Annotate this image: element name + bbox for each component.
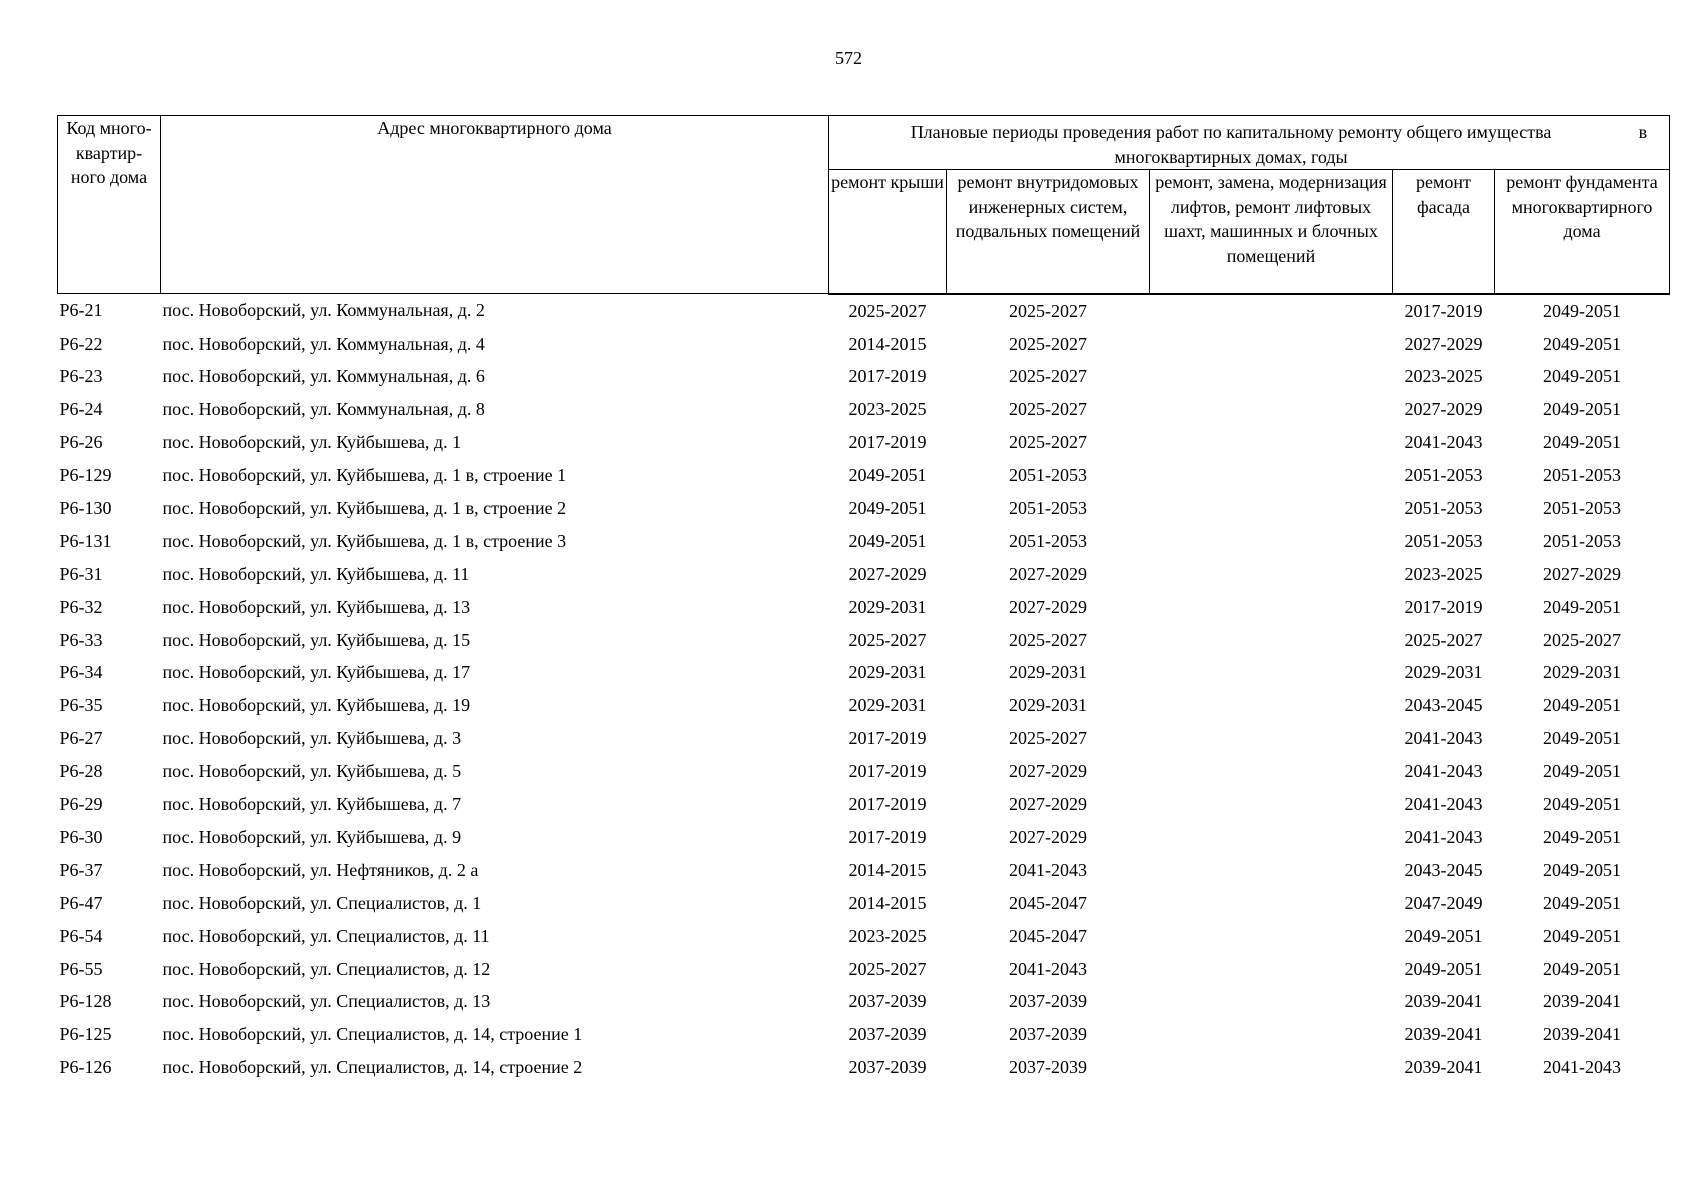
- header-code: [58, 116, 161, 294]
- cell-internal-systems: 2025-2027: [1009, 300, 1087, 321]
- cell-roof: 2037-2039: [848, 1024, 927, 1045]
- cell-roof: 2017-2019: [848, 728, 927, 749]
- cell-facade: 2029-2031: [1404, 662, 1483, 683]
- header-foundation: ремонт фундамента многоквартирного дома: [1495, 170, 1670, 294]
- cell-lifts: [1150, 360, 1393, 393]
- cell-foundation: 2049-2051: [1543, 958, 1622, 979]
- cell-foundation: 2049-2051: [1543, 695, 1622, 716]
- cell-lifts: [1150, 1051, 1393, 1084]
- cell-roof: 2027-2029: [848, 563, 927, 584]
- cell-lifts: [1150, 985, 1393, 1018]
- table-row: [58, 459, 1670, 492]
- cell-address: пос. Новоборский, ул. Специалистов, д. 13: [162, 991, 491, 1012]
- cell-foundation: 2049-2051: [1543, 892, 1622, 913]
- cell-lifts: [1150, 821, 1393, 854]
- cell-address: пос. Новоборский, ул. Специалистов, д. 12: [162, 958, 491, 979]
- table-row: [58, 821, 1670, 854]
- cell-facade: 2051-2053: [1404, 465, 1483, 486]
- cell-internal-systems: 2051-2053: [1009, 530, 1087, 551]
- table-row: [58, 919, 1670, 952]
- cell-address: пос. Новоборский, ул. Куйбышева, д. 1 в, строение 3: [162, 530, 567, 551]
- table-row: [58, 591, 1670, 624]
- cell-roof: 2049-2051: [848, 530, 927, 551]
- cell-code: Р6-29: [59, 794, 103, 815]
- cell-code: Р6-126: [59, 1057, 112, 1078]
- cell-facade: 2047-2049: [1404, 892, 1483, 913]
- table-row: [58, 623, 1670, 656]
- cell-facade: 2049-2051: [1404, 958, 1483, 979]
- page-number: 572: [835, 48, 862, 68]
- cell-code: Р6-130: [59, 498, 112, 519]
- cell-roof: 2029-2031: [848, 695, 927, 716]
- cell-address: пос. Новоборский, ул. Куйбышева, д. 19: [162, 695, 471, 716]
- table-row: [58, 492, 1670, 525]
- cell-address: пос. Новоборский, ул. Нефтяников, д. 2 а: [162, 859, 479, 880]
- cell-roof: 2037-2039: [848, 1057, 927, 1078]
- table-row: [58, 656, 1670, 689]
- cell-internal-systems: 2027-2029: [1009, 761, 1087, 782]
- table-row: [58, 294, 1670, 328]
- cell-internal-systems: 2025-2027: [1009, 366, 1087, 387]
- cell-roof: 2014-2015: [848, 892, 927, 913]
- cell-address: пос. Новоборский, ул. Специалистов, д. 14, строение 2: [162, 1057, 583, 1078]
- cell-lifts: [1150, 426, 1393, 459]
- cell-code: Р6-55: [59, 958, 103, 979]
- cell-roof: 2014-2015: [848, 333, 927, 354]
- cell-code: Р6-131: [59, 530, 112, 551]
- cell-facade: 2041-2043: [1404, 761, 1483, 782]
- cell-address: пос. Новоборский, ул. Куйбышева, д. 9: [162, 826, 462, 847]
- table-row: [58, 1018, 1670, 1051]
- cell-lifts: [1150, 722, 1393, 755]
- cell-internal-systems: 2027-2029: [1009, 596, 1087, 617]
- cell-roof: 2025-2027: [848, 958, 927, 979]
- cell-facade: 2051-2053: [1404, 498, 1483, 519]
- table-row: [58, 525, 1670, 558]
- header-lifts: ремонт, замена, модернизация лифтов, ремонт лифтовых шахт, машинных и блочных помещений: [1150, 170, 1393, 294]
- cell-code: Р6-33: [59, 629, 103, 650]
- cell-facade: 2039-2041: [1404, 991, 1483, 1012]
- cell-code: Р6-30: [59, 826, 103, 847]
- cell-foundation: 2025-2027: [1543, 629, 1622, 650]
- cell-lifts: [1150, 327, 1393, 360]
- cell-internal-systems: 2045-2047: [1009, 892, 1087, 913]
- cell-internal-systems: 2051-2053: [1009, 465, 1087, 486]
- cell-code: Р6-22: [59, 333, 103, 354]
- cell-internal-systems: 2027-2029: [1009, 563, 1087, 584]
- cell-lifts: [1150, 492, 1393, 525]
- cell-lifts: [1150, 887, 1393, 920]
- cell-foundation: 2049-2051: [1543, 399, 1622, 420]
- cell-roof: 2037-2039: [848, 991, 927, 1012]
- cell-internal-systems: 2037-2039: [1009, 991, 1087, 1012]
- cell-address: пос. Новоборский, ул. Куйбышева, д. 15: [162, 629, 471, 650]
- cell-address: пос. Новоборский, ул. Куйбышева, д. 3: [162, 728, 462, 749]
- cell-address: пос. Новоборский, ул. Коммунальная, д. 4: [162, 333, 485, 354]
- table-row: [58, 887, 1670, 920]
- table-row: [58, 722, 1670, 755]
- cell-internal-systems: 2037-2039: [1009, 1057, 1087, 1078]
- cell-facade: 2041-2043: [1404, 432, 1483, 453]
- cell-foundation: 2029-2031: [1543, 662, 1622, 683]
- cell-code: Р6-32: [59, 596, 103, 617]
- cell-foundation: 2051-2053: [1543, 465, 1622, 486]
- cell-internal-systems: 2051-2053: [1009, 498, 1087, 519]
- header-periods-trailing: в: [1638, 122, 1648, 142]
- cell-foundation: 2049-2051: [1543, 728, 1622, 749]
- cell-code: Р6-54: [59, 925, 103, 946]
- table-row: [58, 854, 1670, 887]
- cell-lifts: [1150, 393, 1393, 426]
- cell-internal-systems: 2025-2027: [1009, 333, 1087, 354]
- cell-facade: 2027-2029: [1404, 333, 1483, 354]
- cell-address: пос. Новоборский, ул. Специалистов, д. 14, строение 1: [162, 1024, 583, 1045]
- table-row: [58, 755, 1670, 788]
- cell-internal-systems: 2025-2027: [1009, 728, 1087, 749]
- cell-roof: 2023-2025: [848, 925, 927, 946]
- cell-address: пос. Новоборский, ул. Куйбышева, д. 5: [162, 761, 462, 782]
- cell-code: Р6-28: [59, 761, 103, 782]
- cell-code: Р6-129: [59, 465, 112, 486]
- cell-code: Р6-37: [59, 859, 103, 880]
- cell-code: Р6-21: [59, 300, 103, 321]
- header-periods: [829, 116, 1670, 170]
- cell-address: пос. Новоборский, ул. Куйбышева, д. 7: [162, 794, 462, 815]
- cell-facade: 2041-2043: [1404, 728, 1483, 749]
- cell-internal-systems: 2027-2029: [1009, 794, 1087, 815]
- cell-code: Р6-24: [59, 399, 103, 420]
- cell-facade: 2017-2019: [1404, 596, 1483, 617]
- header-roof: ремонт крыши: [829, 170, 947, 294]
- cell-foundation: 2049-2051: [1543, 859, 1622, 880]
- cell-internal-systems: 2027-2029: [1009, 826, 1087, 847]
- header-code-text: Код много- квартир- ного дома: [66, 118, 152, 187]
- cell-facade: 2025-2027: [1404, 629, 1483, 650]
- cell-lifts: [1150, 525, 1393, 558]
- cell-lifts: [1150, 919, 1393, 952]
- cell-foundation: 2049-2051: [1543, 925, 1622, 946]
- cell-address: пос. Новоборский, ул. Куйбышева, д. 17: [162, 662, 471, 683]
- cell-foundation: 2049-2051: [1543, 366, 1622, 387]
- cell-facade: 2039-2041: [1404, 1057, 1483, 1078]
- header-row-1: [58, 116, 1670, 170]
- cell-address: пос. Новоборский, ул. Коммунальная, д. 8: [162, 399, 485, 420]
- cell-lifts: [1150, 952, 1393, 985]
- table-row: [58, 393, 1670, 426]
- cell-roof: 2049-2051: [848, 498, 927, 519]
- cell-lifts: [1150, 689, 1393, 722]
- cell-lifts: [1150, 854, 1393, 887]
- cell-address: пос. Новоборский, ул. Куйбышева, д. 1 в, строение 2: [162, 498, 567, 519]
- cell-roof: 2017-2019: [848, 826, 927, 847]
- cell-foundation: 2027-2029: [1543, 563, 1622, 584]
- cell-code: Р6-31: [59, 563, 103, 584]
- cell-facade: 2023-2025: [1404, 366, 1483, 387]
- cell-facade: 2017-2019: [1404, 300, 1483, 321]
- cell-address: пос. Новоборский, ул. Коммунальная, д. 2: [162, 300, 485, 321]
- cell-roof: 2049-2051: [848, 465, 927, 486]
- cell-internal-systems: 2041-2043: [1009, 958, 1087, 979]
- cell-address: пос. Новоборский, ул. Куйбышева, д. 1 в, строение 1: [162, 465, 567, 486]
- cell-facade: 2041-2043: [1404, 826, 1483, 847]
- header-internal-systems: ремонт внутридомовых инженерных систем, подвальных помещений: [947, 170, 1150, 294]
- cell-lifts: [1150, 656, 1393, 689]
- table-row: [58, 426, 1670, 459]
- cell-internal-systems: 2029-2031: [1009, 662, 1087, 683]
- cell-internal-systems: 2029-2031: [1009, 695, 1087, 716]
- cell-foundation: 2049-2051: [1543, 333, 1622, 354]
- cell-roof: 2017-2019: [848, 366, 927, 387]
- cell-facade: 2041-2043: [1404, 794, 1483, 815]
- cell-lifts: [1150, 591, 1393, 624]
- cell-address: пос. Новоборский, ул. Специалистов, д. 11: [162, 925, 490, 946]
- cell-foundation: 2051-2053: [1543, 530, 1622, 551]
- cell-code: Р6-35: [59, 695, 103, 716]
- cell-foundation: 2049-2051: [1543, 794, 1622, 815]
- cell-address: пос. Новоборский, ул. Куйбышева, д. 11: [162, 563, 470, 584]
- cell-facade: 2023-2025: [1404, 563, 1483, 584]
- cell-facade: 2027-2029: [1404, 399, 1483, 420]
- cell-foundation: 2049-2051: [1543, 761, 1622, 782]
- cell-code: Р6-27: [59, 728, 103, 749]
- cell-code: Р6-26: [59, 432, 103, 453]
- cell-roof: 2017-2019: [848, 432, 927, 453]
- cell-internal-systems: 2037-2039: [1009, 1024, 1087, 1045]
- cell-address: пос. Новоборский, ул. Куйбышева, д. 1: [162, 432, 462, 453]
- table-row: [58, 952, 1670, 985]
- cell-code: Р6-128: [59, 991, 112, 1012]
- cell-roof: 2029-2031: [848, 662, 927, 683]
- header-periods-text: Плановые периоды проведения работ по капитальному ремонту общего имущества многоквартирных домах, годы: [910, 122, 1552, 167]
- table-header: [58, 116, 1670, 294]
- cell-foundation: 2049-2051: [1543, 432, 1622, 453]
- cell-lifts: [1150, 755, 1393, 788]
- table-row: [58, 689, 1670, 722]
- cell-internal-systems: 2025-2027: [1009, 629, 1087, 650]
- header-address: Адрес многоквартирного дома: [161, 116, 829, 294]
- table-row: [58, 360, 1670, 393]
- cell-code: Р6-34: [59, 662, 103, 683]
- cell-foundation: 2049-2051: [1543, 826, 1622, 847]
- cell-roof: 2017-2019: [848, 761, 927, 782]
- header-facade: ремонт фасада: [1393, 170, 1495, 294]
- cell-lifts: [1150, 623, 1393, 656]
- cell-internal-systems: 2045-2047: [1009, 925, 1087, 946]
- cell-address: пос. Новоборский, ул. Коммунальная, д. 6: [162, 366, 485, 387]
- table-row: [58, 327, 1670, 360]
- table-row: [58, 1051, 1670, 1084]
- cell-facade: 2043-2045: [1404, 695, 1483, 716]
- cell-roof: 2014-2015: [848, 859, 927, 880]
- table-row: [58, 788, 1670, 821]
- cell-roof: 2017-2019: [848, 794, 927, 815]
- table-body: [58, 294, 1670, 1084]
- cell-facade: 2043-2045: [1404, 859, 1483, 880]
- cell-internal-systems: 2041-2043: [1009, 859, 1087, 880]
- cell-lifts: [1150, 558, 1393, 591]
- cell-facade: 2049-2051: [1404, 925, 1483, 946]
- table-row: [58, 558, 1670, 591]
- cell-lifts: [1150, 788, 1393, 821]
- cell-roof: 2025-2027: [848, 300, 927, 321]
- table-row: [58, 985, 1670, 1018]
- cell-internal-systems: 2025-2027: [1009, 432, 1087, 453]
- cell-foundation: 2049-2051: [1543, 596, 1622, 617]
- cell-address: пос. Новоборский, ул. Специалистов, д. 1: [162, 892, 482, 913]
- cell-foundation: 2041-2043: [1543, 1057, 1622, 1078]
- cell-address: пос. Новоборский, ул. Куйбышева, д. 13: [162, 596, 471, 617]
- cell-facade: 2039-2041: [1404, 1024, 1483, 1045]
- cell-lifts: [1150, 1018, 1393, 1051]
- cell-lifts: [1150, 294, 1393, 328]
- cell-code: Р6-23: [59, 366, 103, 387]
- cell-foundation: 2039-2041: [1543, 991, 1622, 1012]
- cell-code: Р6-47: [59, 892, 103, 913]
- cell-code: Р6-125: [59, 1024, 112, 1045]
- cell-roof: 2029-2031: [848, 596, 927, 617]
- cell-foundation: 2049-2051: [1543, 300, 1622, 321]
- cell-internal-systems: 2025-2027: [1009, 399, 1087, 420]
- repair-schedule-table: [57, 115, 1670, 1084]
- cell-roof: 2025-2027: [848, 629, 927, 650]
- cell-facade: 2051-2053: [1404, 530, 1483, 551]
- cell-foundation: 2039-2041: [1543, 1024, 1622, 1045]
- cell-foundation: 2051-2053: [1543, 498, 1622, 519]
- cell-roof: 2023-2025: [848, 399, 927, 420]
- cell-lifts: [1150, 459, 1393, 492]
